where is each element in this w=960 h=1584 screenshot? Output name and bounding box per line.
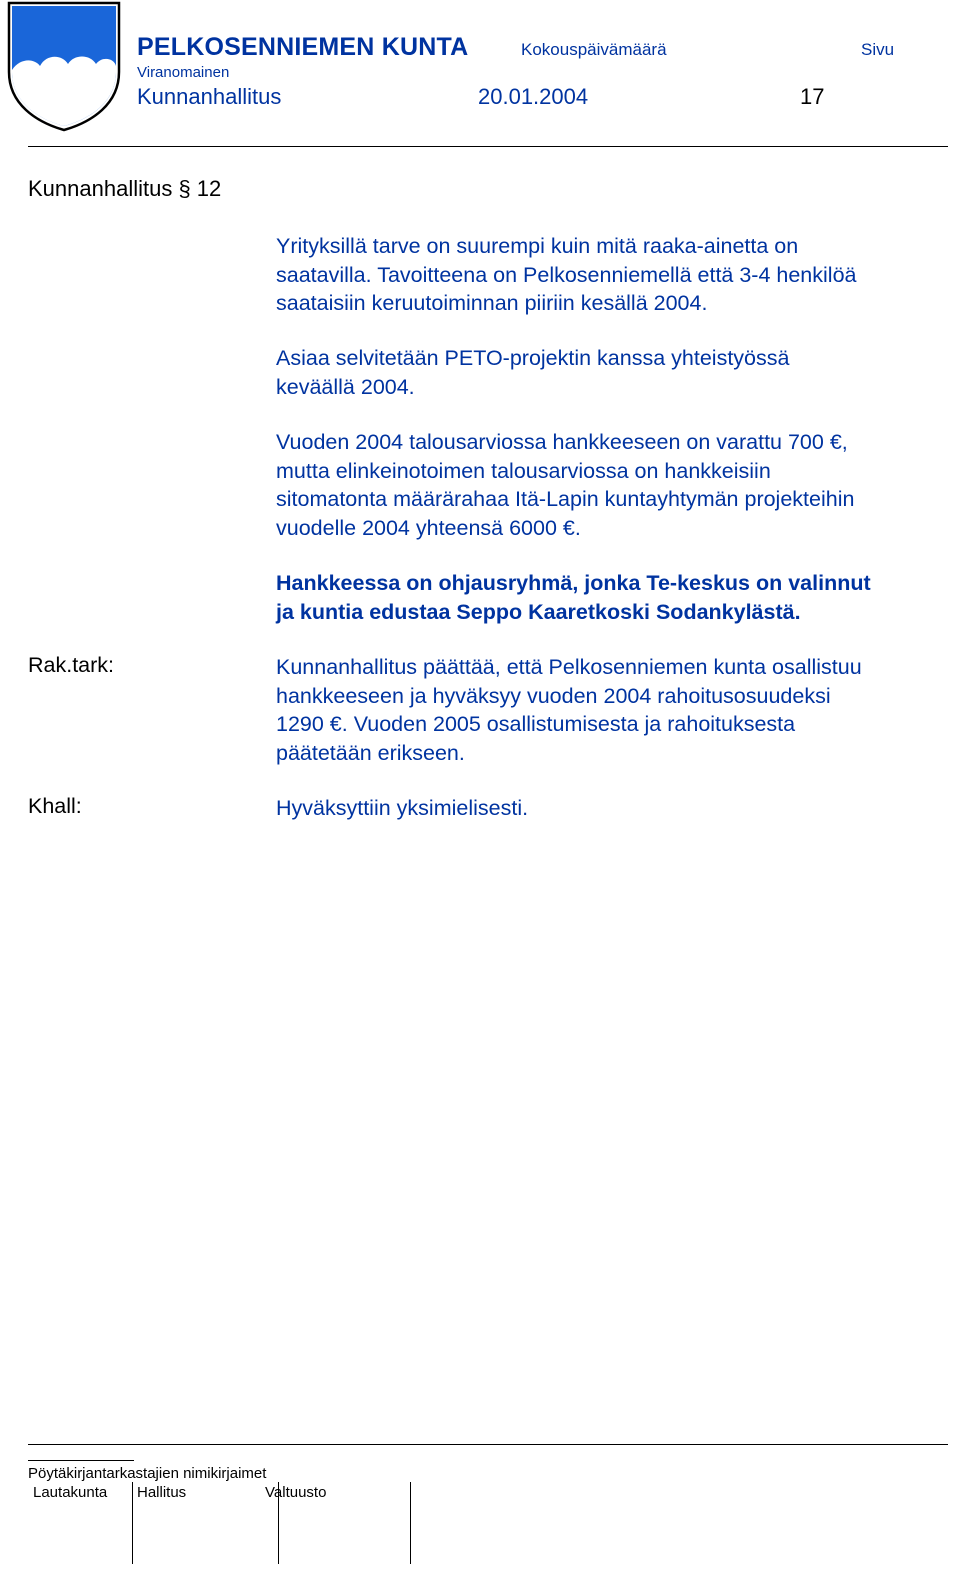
text-line: saatavilla. Tavoitteena on Pelkosenniemellä että 3-4 henkilöä bbox=[276, 262, 857, 287]
text-line: vuodelle 2004 yhteensä 6000 €. bbox=[276, 515, 581, 540]
footer-separator bbox=[410, 1482, 411, 1564]
footer-short-rule bbox=[28, 1460, 134, 1461]
footer-column-government: Hallitus bbox=[137, 1484, 187, 1501]
decision-label: Khall: bbox=[28, 794, 82, 818]
paragraph-steering-group bbox=[276, 569, 960, 626]
page-number: 17 bbox=[800, 84, 825, 109]
footer-title: Pöytäkirjantarkastajien nimikirjaimet bbox=[28, 1465, 267, 1482]
meeting-date-label: Kokouspäivämäärä bbox=[521, 40, 667, 59]
paragraph-decision bbox=[276, 794, 960, 823]
text-line: Kunnanhallitus päättää, että Pelkosenniemen kunta osallistuu bbox=[276, 655, 862, 679]
header-divider bbox=[28, 146, 948, 147]
authority-label: Viranomainen bbox=[137, 64, 230, 81]
page-label: Sivu bbox=[861, 40, 895, 59]
text-line: päätetään erikseen. bbox=[276, 740, 465, 765]
text-line: Hankkeessa on ohjausryhmä, jonka Te-keskus on valinnut bbox=[276, 571, 871, 595]
text-line: sitomatonta määrärahaa Itä-Lapin kuntayhtymän projekteihin bbox=[276, 487, 855, 511]
coat-of-arms-icon bbox=[6, 0, 122, 132]
footer-separator bbox=[278, 1482, 279, 1564]
meeting-date: 20.01.2004 bbox=[478, 84, 589, 109]
footer-column-council: Valtuusto bbox=[265, 1484, 327, 1501]
section-heading: Kunnanhallitus § 12 bbox=[28, 176, 222, 201]
text-line: 1290 €. Vuoden 2005 osallistumisesta ja rahoituksesta bbox=[276, 712, 796, 736]
text-line: keväällä 2004. bbox=[276, 374, 415, 399]
text-line: Asiaa selvitetään PETO-projektin kanssa yhteistyössä bbox=[276, 346, 790, 370]
proposal-label: Rak.tark: bbox=[28, 653, 115, 677]
authority-name: Kunnanhallitus bbox=[137, 84, 282, 109]
paragraph-peto-project bbox=[276, 344, 960, 401]
text-line: saataisiin keruutoiminnan piiriin kesällä 2004. bbox=[276, 291, 708, 315]
footer-divider bbox=[28, 1444, 948, 1445]
paragraph-raw-material bbox=[276, 232, 960, 318]
text-line: mutta elinkeinotoimen talousarviossa on hankkeisiin bbox=[276, 458, 771, 483]
text-line: Vuoden 2004 talousarviossa hankkeeseen on varattu 700 €, bbox=[276, 430, 848, 454]
footer-separator bbox=[132, 1482, 133, 1564]
paragraph-proposal bbox=[276, 653, 960, 767]
text-line: Yrityksillä tarve on suurempi kuin mitä raaka-ainetta on bbox=[276, 234, 799, 258]
paragraph-budget bbox=[276, 428, 960, 542]
text-line: ja kuntia edustaa Seppo Kaaretkoski Sodankylästä. bbox=[276, 599, 801, 624]
text-line: Hyväksyttiin yksimielisesti. bbox=[276, 796, 529, 820]
text-line: hankkeeseen ja hyväksyy vuoden 2004 rahoitusosuudeksi bbox=[276, 683, 831, 708]
municipality-name: PELKOSENNIEMEN KUNTA bbox=[137, 33, 469, 61]
footer-column-board: Lautakunta bbox=[33, 1484, 108, 1501]
